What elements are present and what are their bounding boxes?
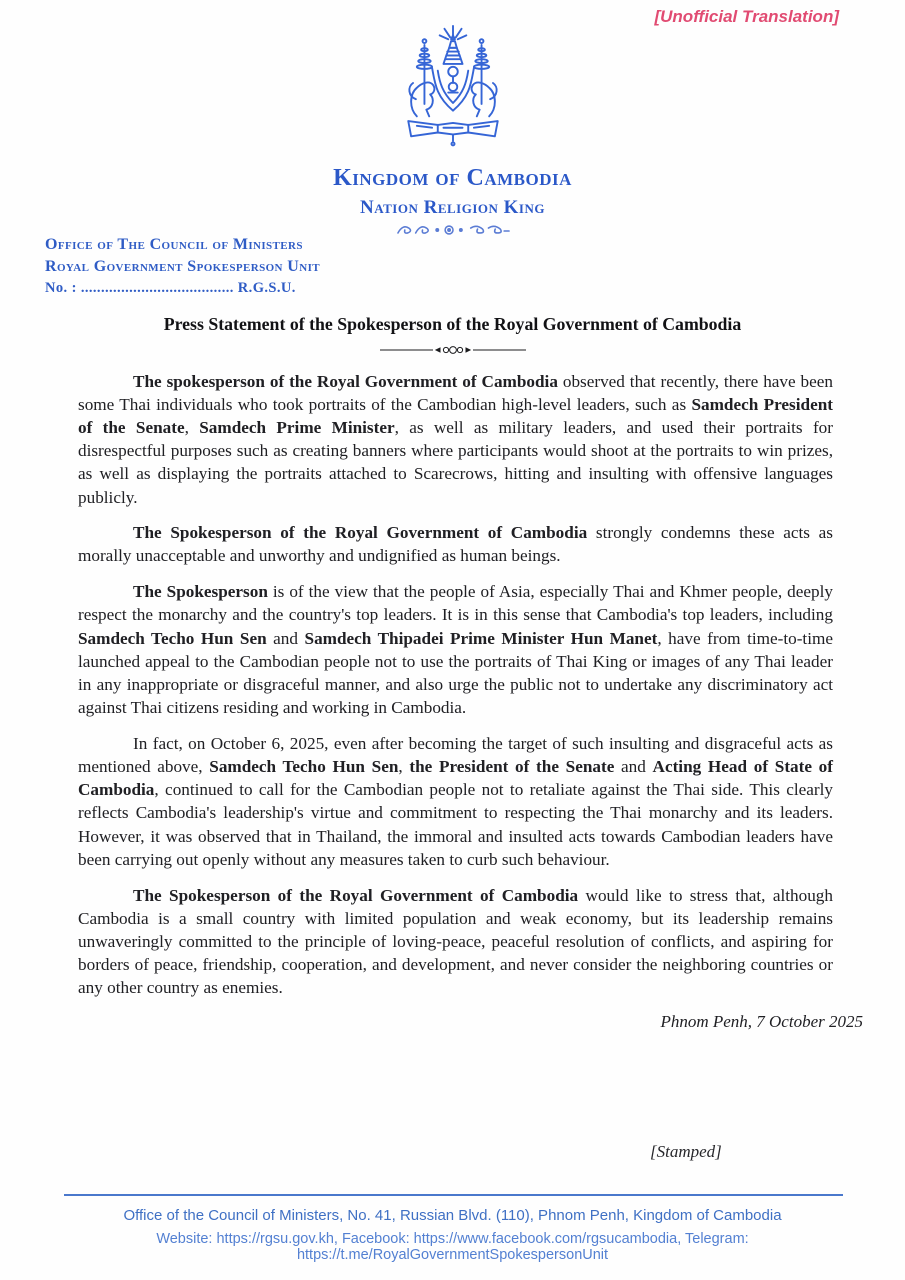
national-motto: Nation Religion King bbox=[359, 197, 545, 218]
royal-arms-of-cambodia-icon bbox=[394, 24, 512, 162]
footer-address: Office of the Council of Ministers, No. 41, Russian Blvd. (110), Phnom Penh, Kingdom of Cambodia bbox=[123, 1207, 782, 1224]
paragraph-4: In fact, on October 6, 2025, even after becoming the target of such insulting and disgraceful acts as mentioned above, Samdech Techo Hun Sen, the President of the Senate and Acting Head of State of Cambodia, continued to call for the Cambodian people not to retaliate against the Thai side. This clearly reflects Cambodia's leadership's virtue and commitment to respecting the Thai monarchy and its leaders. However, it was observed that in Thailand, the immoral and insulted acts towards Cambodian leaders have been carrying out openly without any measures taken to curb such behaviour. bbox=[78, 733, 833, 869]
document-number: No. : ...................................... R.G.S.U. bbox=[45, 280, 296, 296]
office-line-1: Office of The Council of Ministers bbox=[45, 236, 303, 253]
stamped-note: [Stamped] bbox=[650, 1142, 722, 1161]
footer-links: Website: https://rgsu.gov.kh, Facebook: https://www.facebook.com/rgsucambodia, Telegram: https://t.me/RoyalGovernmentSpokespersonUnit bbox=[156, 1231, 749, 1263]
paragraph-3: The Spokesperson is of the view that the people of Asia, especially Thai and Khmer people, deeply respect the monarchy and the country's top leaders. It is in this sense that Cambodia's top leaders, including Samdech Techo Hun Sen and Samdech Thipadei Prime Minister Hun Manet, have from time-to-time launched appeal to the Cambodian people not to use the portraits of Thai King or images of any Thai leader in any inappropriate or disgraceful manner, and also urge the public not to undertake any discriminatory act against Thai citizens residing and working in Cambodia. bbox=[78, 582, 833, 718]
footer-divider bbox=[64, 1194, 843, 1196]
statement-body bbox=[78, 370, 833, 1000]
paragraph-5: The Spokesperson of the Royal Government of Cambodia would like to stress that, although Cambodia is a small country with limited population and weak economy, but its leadership remains unwaveringly committed to the principle of loving-peace, peaceful resolution of conflicts, and aspiring for borders of peace, friendship, cooperation, and development, and never consider the neighboring countries or any other country as enemies. bbox=[78, 885, 833, 998]
paragraph-2: The Spokesperson of the Royal Government of Cambodia strongly condemns these acts as morally unacceptable and unworthy and undignified as human beings. bbox=[78, 523, 833, 566]
scroll-ornament-icon bbox=[394, 221, 512, 239]
office-block bbox=[45, 234, 905, 300]
office-line-2: Royal Government Spokesperson Unit bbox=[45, 257, 321, 275]
title-divider-icon bbox=[378, 344, 528, 356]
dateline: Phnom Penh, 7 October 2025 bbox=[660, 1012, 863, 1032]
kingdom-title: Kingdom of Cambodia bbox=[333, 165, 572, 191]
unofficial-translation-note: [Unofficial Translation] bbox=[654, 7, 839, 26]
statement-title: Press Statement of the Spokesperson of the Royal Government of Cambodia bbox=[163, 313, 742, 334]
paragraph-1: The spokesperson of the Royal Government of Cambodia observed that recently, there have been some Thai individuals who took portraits of the Cambodian high-level leaders, such as Samdech President of the Senate, Samdech Prime Minister, as well as military leaders, and used their portraits for disrespectful purposes such as creating banners where participants would shoot at the portraits to win prizes, as well as displaying the portraits attached to Scarecrows, hitting and insulting with offensive languages publicly. bbox=[78, 371, 834, 507]
